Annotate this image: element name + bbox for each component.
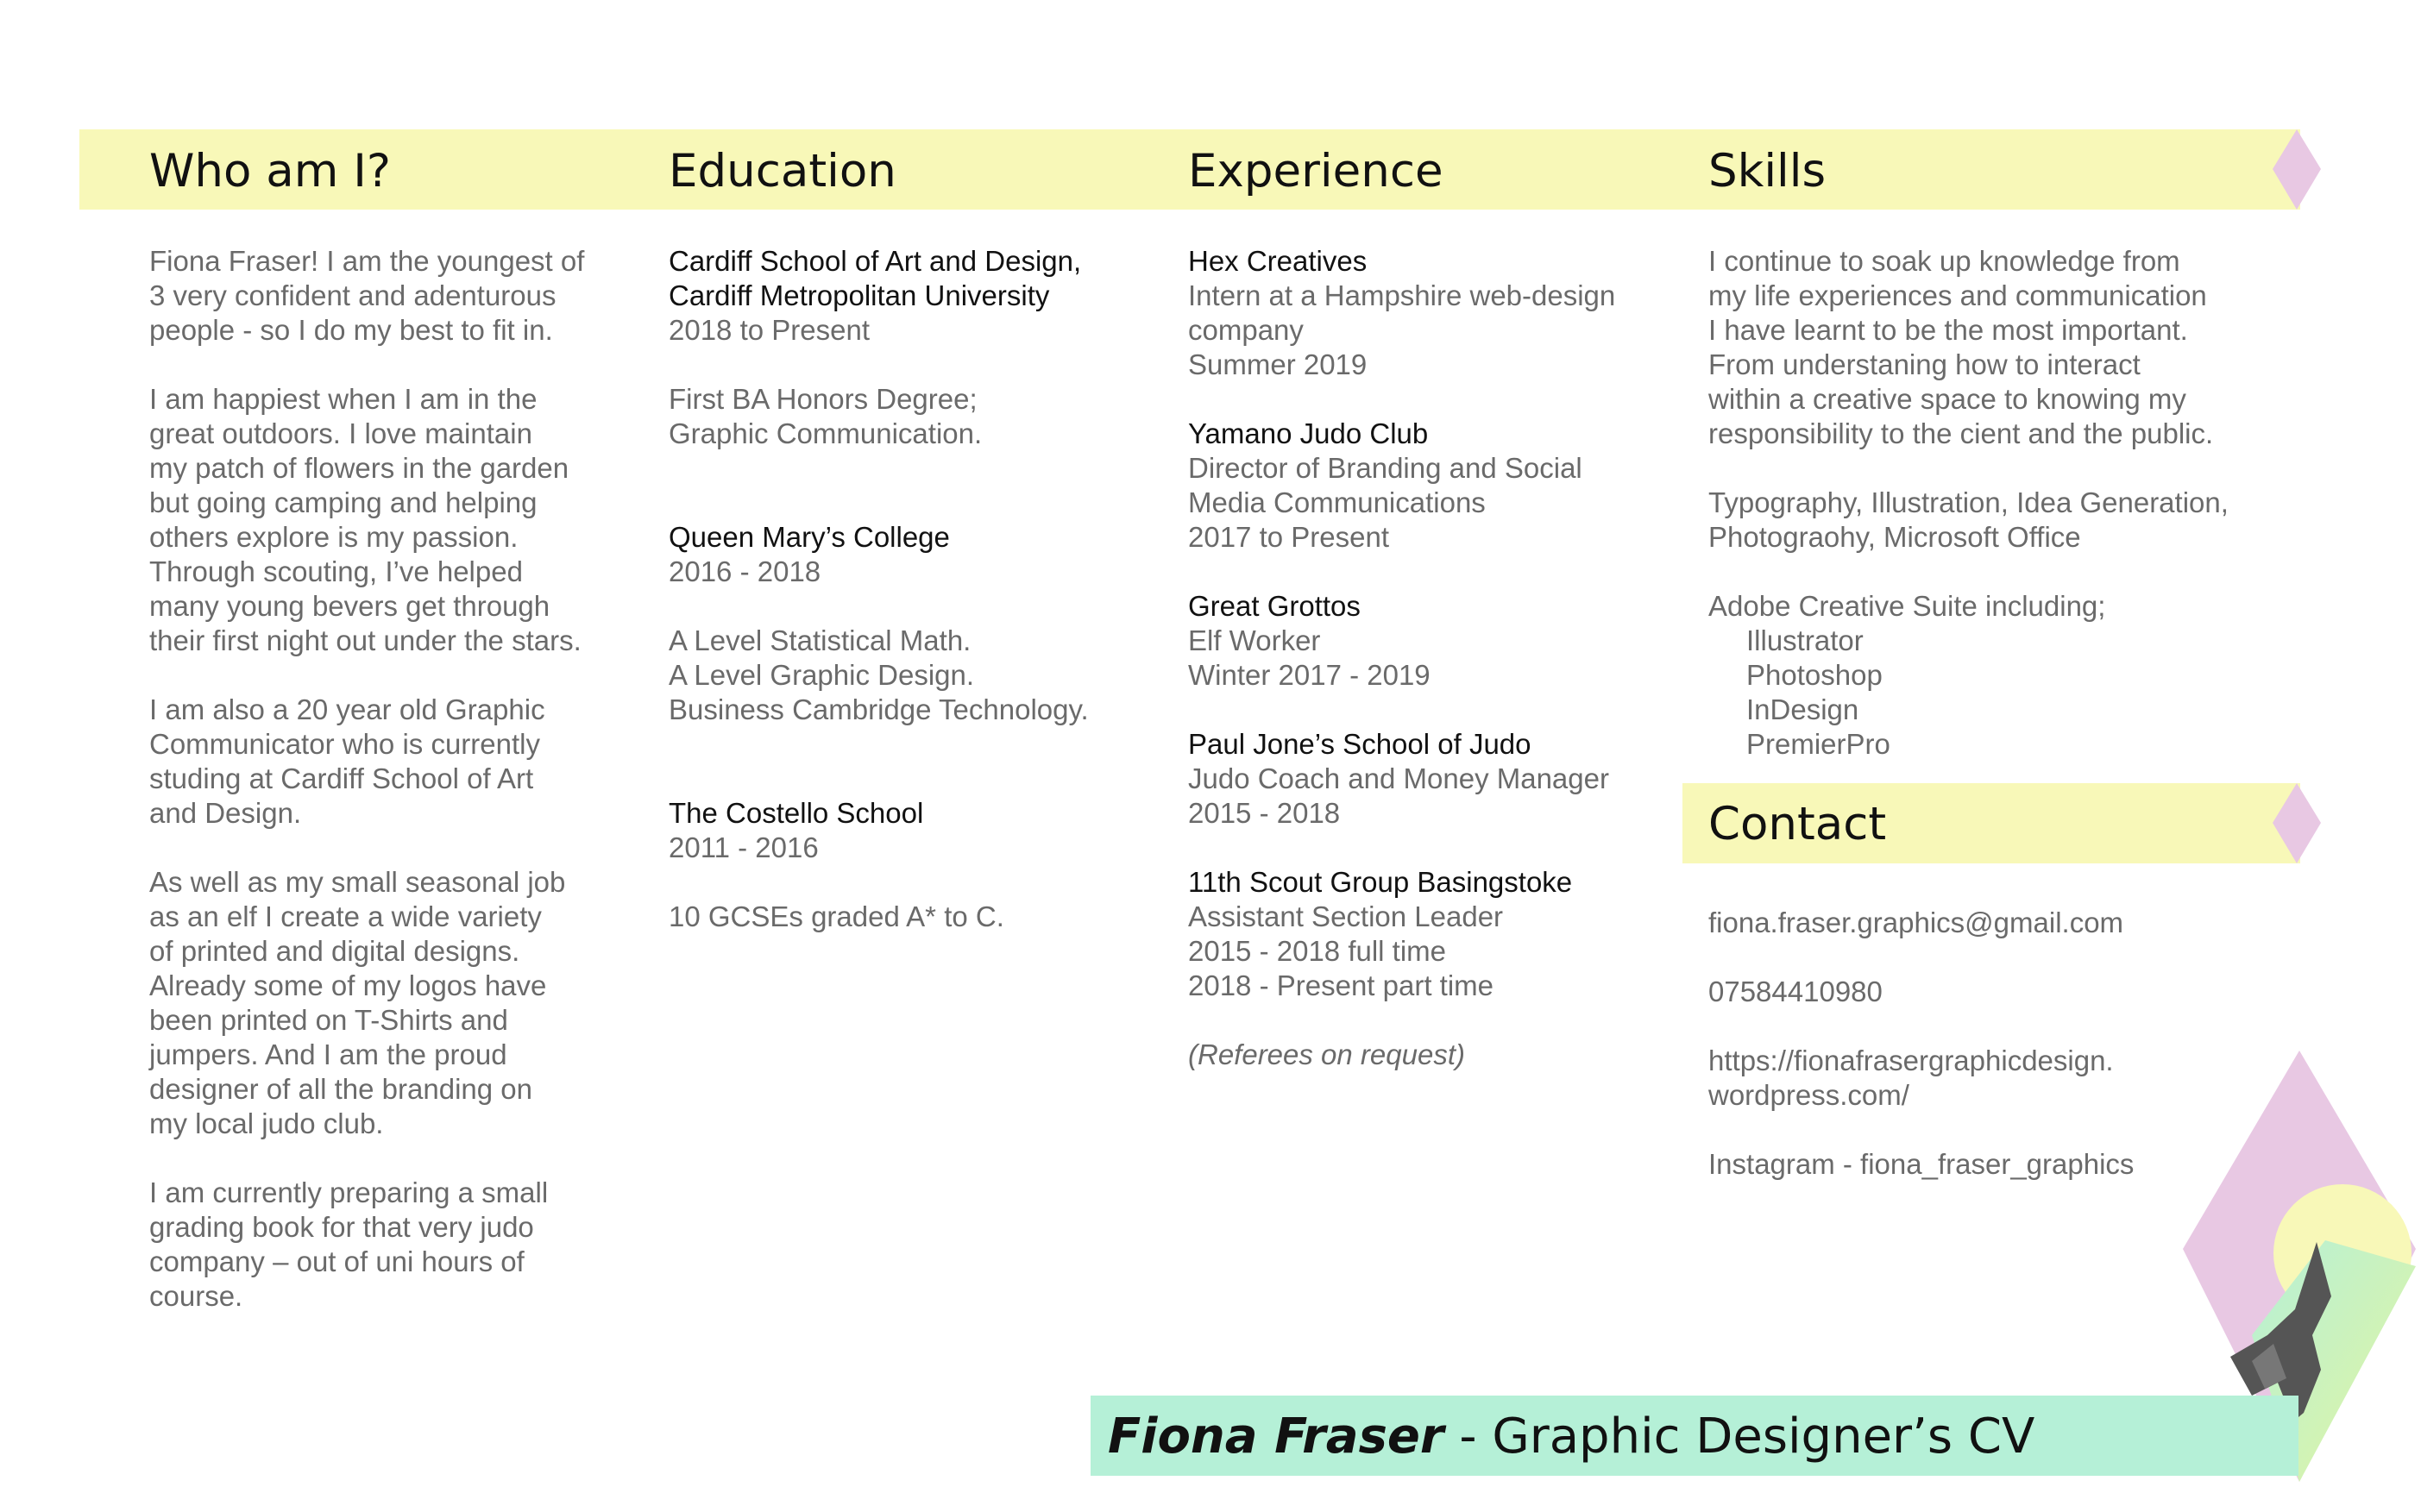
- who-line: course.: [149, 1280, 243, 1312]
- who-line: I am happiest when I am in the: [149, 383, 538, 415]
- who-line: others explore is my passion.: [149, 521, 519, 553]
- heading-contact: Contact: [1708, 798, 1887, 850]
- heading-skills: Skills: [1708, 145, 1827, 198]
- skills-line: Typography, Illustration, Idea Generation,: [1708, 486, 2229, 518]
- who-am-i-text: [149, 244, 632, 1314]
- who-line: been printed on T-Shirts and: [149, 1004, 508, 1036]
- skills-line: From understaning how to interact: [1708, 348, 2141, 380]
- who-line: studing at Cardiff School of Art: [149, 762, 534, 794]
- education-school-title: The Costello School: [669, 797, 924, 829]
- experience-detail: Intern at a Hampshire web-design: [1188, 279, 1616, 311]
- skills-app: PremierPro: [1746, 728, 1890, 760]
- footer-subtitle: - Graphic Designer’s CV: [1443, 1408, 2035, 1465]
- education-dates: 2016 - 2018: [669, 555, 821, 587]
- education-detail: First BA Honors Degree;: [669, 383, 978, 415]
- skills-line: responsibility to the cient and the public.: [1708, 417, 2214, 449]
- experience-detail: 2017 to Present: [1188, 521, 1389, 553]
- education-school-title: Cardiff Metropolitan University: [669, 279, 1050, 311]
- who-line: Fiona Fraser! I am the youngest of: [149, 245, 585, 277]
- who-line: of printed and digital designs.: [149, 935, 520, 967]
- who-line: 3 very confident and adenturous: [149, 279, 557, 311]
- who-line: jumpers. And I am the proud: [149, 1038, 507, 1070]
- who-line: As well as my small seasonal job: [149, 866, 566, 898]
- footer-title: [1108, 1408, 2035, 1465]
- education-detail: A Level Graphic Design.: [669, 659, 975, 691]
- experience-detail: Elf Worker: [1188, 624, 1321, 656]
- who-line: Already some of my logos have: [149, 969, 547, 1001]
- contact-band-diamond: [2273, 783, 2321, 863]
- education-detail: 10 GCSEs graded A* to C.: [669, 900, 1004, 932]
- experience-detail: 2015 - 2018: [1188, 797, 1341, 829]
- who-line: and Design.: [149, 797, 302, 829]
- education-detail: A Level Statistical Math.: [669, 624, 972, 656]
- experience-list: [1188, 244, 1688, 1072]
- heading-experience: Experience: [1188, 145, 1443, 198]
- who-line: many young bevers get through: [149, 590, 550, 622]
- skills-app: Photoshop: [1746, 659, 1883, 691]
- referees-note-text: (Referees on request): [1188, 1038, 1465, 1070]
- experience-detail: Assistant Section Leader: [1188, 900, 1504, 932]
- experience-detail: Summer 2019: [1188, 348, 1368, 380]
- heading-who-am-i: Who am I?: [149, 145, 391, 198]
- heading-education: Education: [669, 145, 896, 198]
- experience-detail: company: [1188, 314, 1304, 346]
- who-line: Communicator who is currently: [149, 728, 540, 760]
- experience-detail: Media Communications: [1188, 486, 1486, 518]
- education-dates: 2018 to Present: [669, 314, 870, 346]
- who-line: I am also a 20 year old Graphic: [149, 693, 545, 725]
- skills-app: InDesign: [1746, 693, 1859, 725]
- footer-name: Fiona Fraser: [1108, 1408, 1444, 1465]
- experience-title: Hex Creatives: [1188, 245, 1368, 277]
- skills-line: my life experiences and communication: [1708, 279, 2207, 311]
- skills-line: I have learnt to be the most important.: [1708, 314, 2188, 346]
- education-detail: Graphic Communication.: [669, 417, 983, 449]
- education-detail: Business Cambridge Technology.: [669, 693, 1089, 725]
- experience-detail: Director of Branding and Social: [1188, 452, 1582, 484]
- who-line: I am currently preparing a small: [149, 1176, 549, 1208]
- education-school-title: Cardiff School of Art and Design,: [669, 245, 1082, 277]
- experience-detail: 2018 - Present part time: [1188, 969, 1494, 1001]
- who-line: people - so I do my best to fit in.: [149, 314, 553, 346]
- experience-detail: 2015 - 2018 full time: [1188, 935, 1447, 967]
- contact-details: [1708, 906, 2226, 1182]
- skills-app: Illustrator: [1746, 624, 1864, 656]
- skills-text: [1708, 244, 2261, 762]
- skills-line: Photograohy, Microsoft Office: [1708, 521, 2081, 553]
- education-list: [669, 244, 1152, 934]
- who-line: my patch of flowers in the garden: [149, 452, 569, 484]
- who-line: designer of all the branding on: [149, 1073, 532, 1105]
- education-dates: 2011 - 2016: [669, 831, 819, 863]
- who-line: but going camping and helping: [149, 486, 538, 518]
- contact-website[interactable]: https://fionafrasergraphicdesign.: [1708, 1045, 2114, 1076]
- who-line: grading book for that very judo: [149, 1211, 534, 1243]
- skills-line: I continue to soak up knowledge from: [1708, 245, 2180, 277]
- who-line: my local judo club.: [149, 1107, 384, 1139]
- header-band-diamond: [2273, 129, 2321, 210]
- experience-detail: Winter 2017 - 2019: [1188, 659, 1431, 691]
- experience-title: Yamano Judo Club: [1188, 417, 1429, 449]
- contact-instagram: Instagram - fiona_fraser_graphics: [1708, 1148, 2135, 1180]
- experience-title: Paul Jone’s School of Judo: [1188, 728, 1531, 760]
- who-line: as an elf I create a wide variety: [149, 900, 542, 932]
- contact-website[interactable]: wordpress.com/: [1708, 1079, 1909, 1111]
- who-line: company – out of uni hours of: [149, 1245, 525, 1277]
- skills-line: Adobe Creative Suite including;: [1708, 590, 2106, 622]
- who-line: great outdoors. I love maintain: [149, 417, 532, 449]
- skills-line: within a creative space to knowing my: [1708, 383, 2186, 415]
- education-school-title: Queen Mary’s College: [669, 521, 950, 553]
- who-line: Through scouting, I’ve helped: [149, 555, 523, 587]
- who-line: their first night out under the stars.: [149, 624, 582, 656]
- contact-phone: 07584410980: [1708, 976, 1883, 1007]
- referees-note: [1188, 1038, 1688, 1072]
- experience-detail: Judo Coach and Money Manager: [1188, 762, 1609, 794]
- contact-email[interactable]: fiona.fraser.graphics@gmail.com: [1708, 907, 2124, 938]
- experience-title: 11th Scout Group Basingstoke: [1188, 866, 1573, 898]
- experience-title: Great Grottos: [1188, 590, 1361, 622]
